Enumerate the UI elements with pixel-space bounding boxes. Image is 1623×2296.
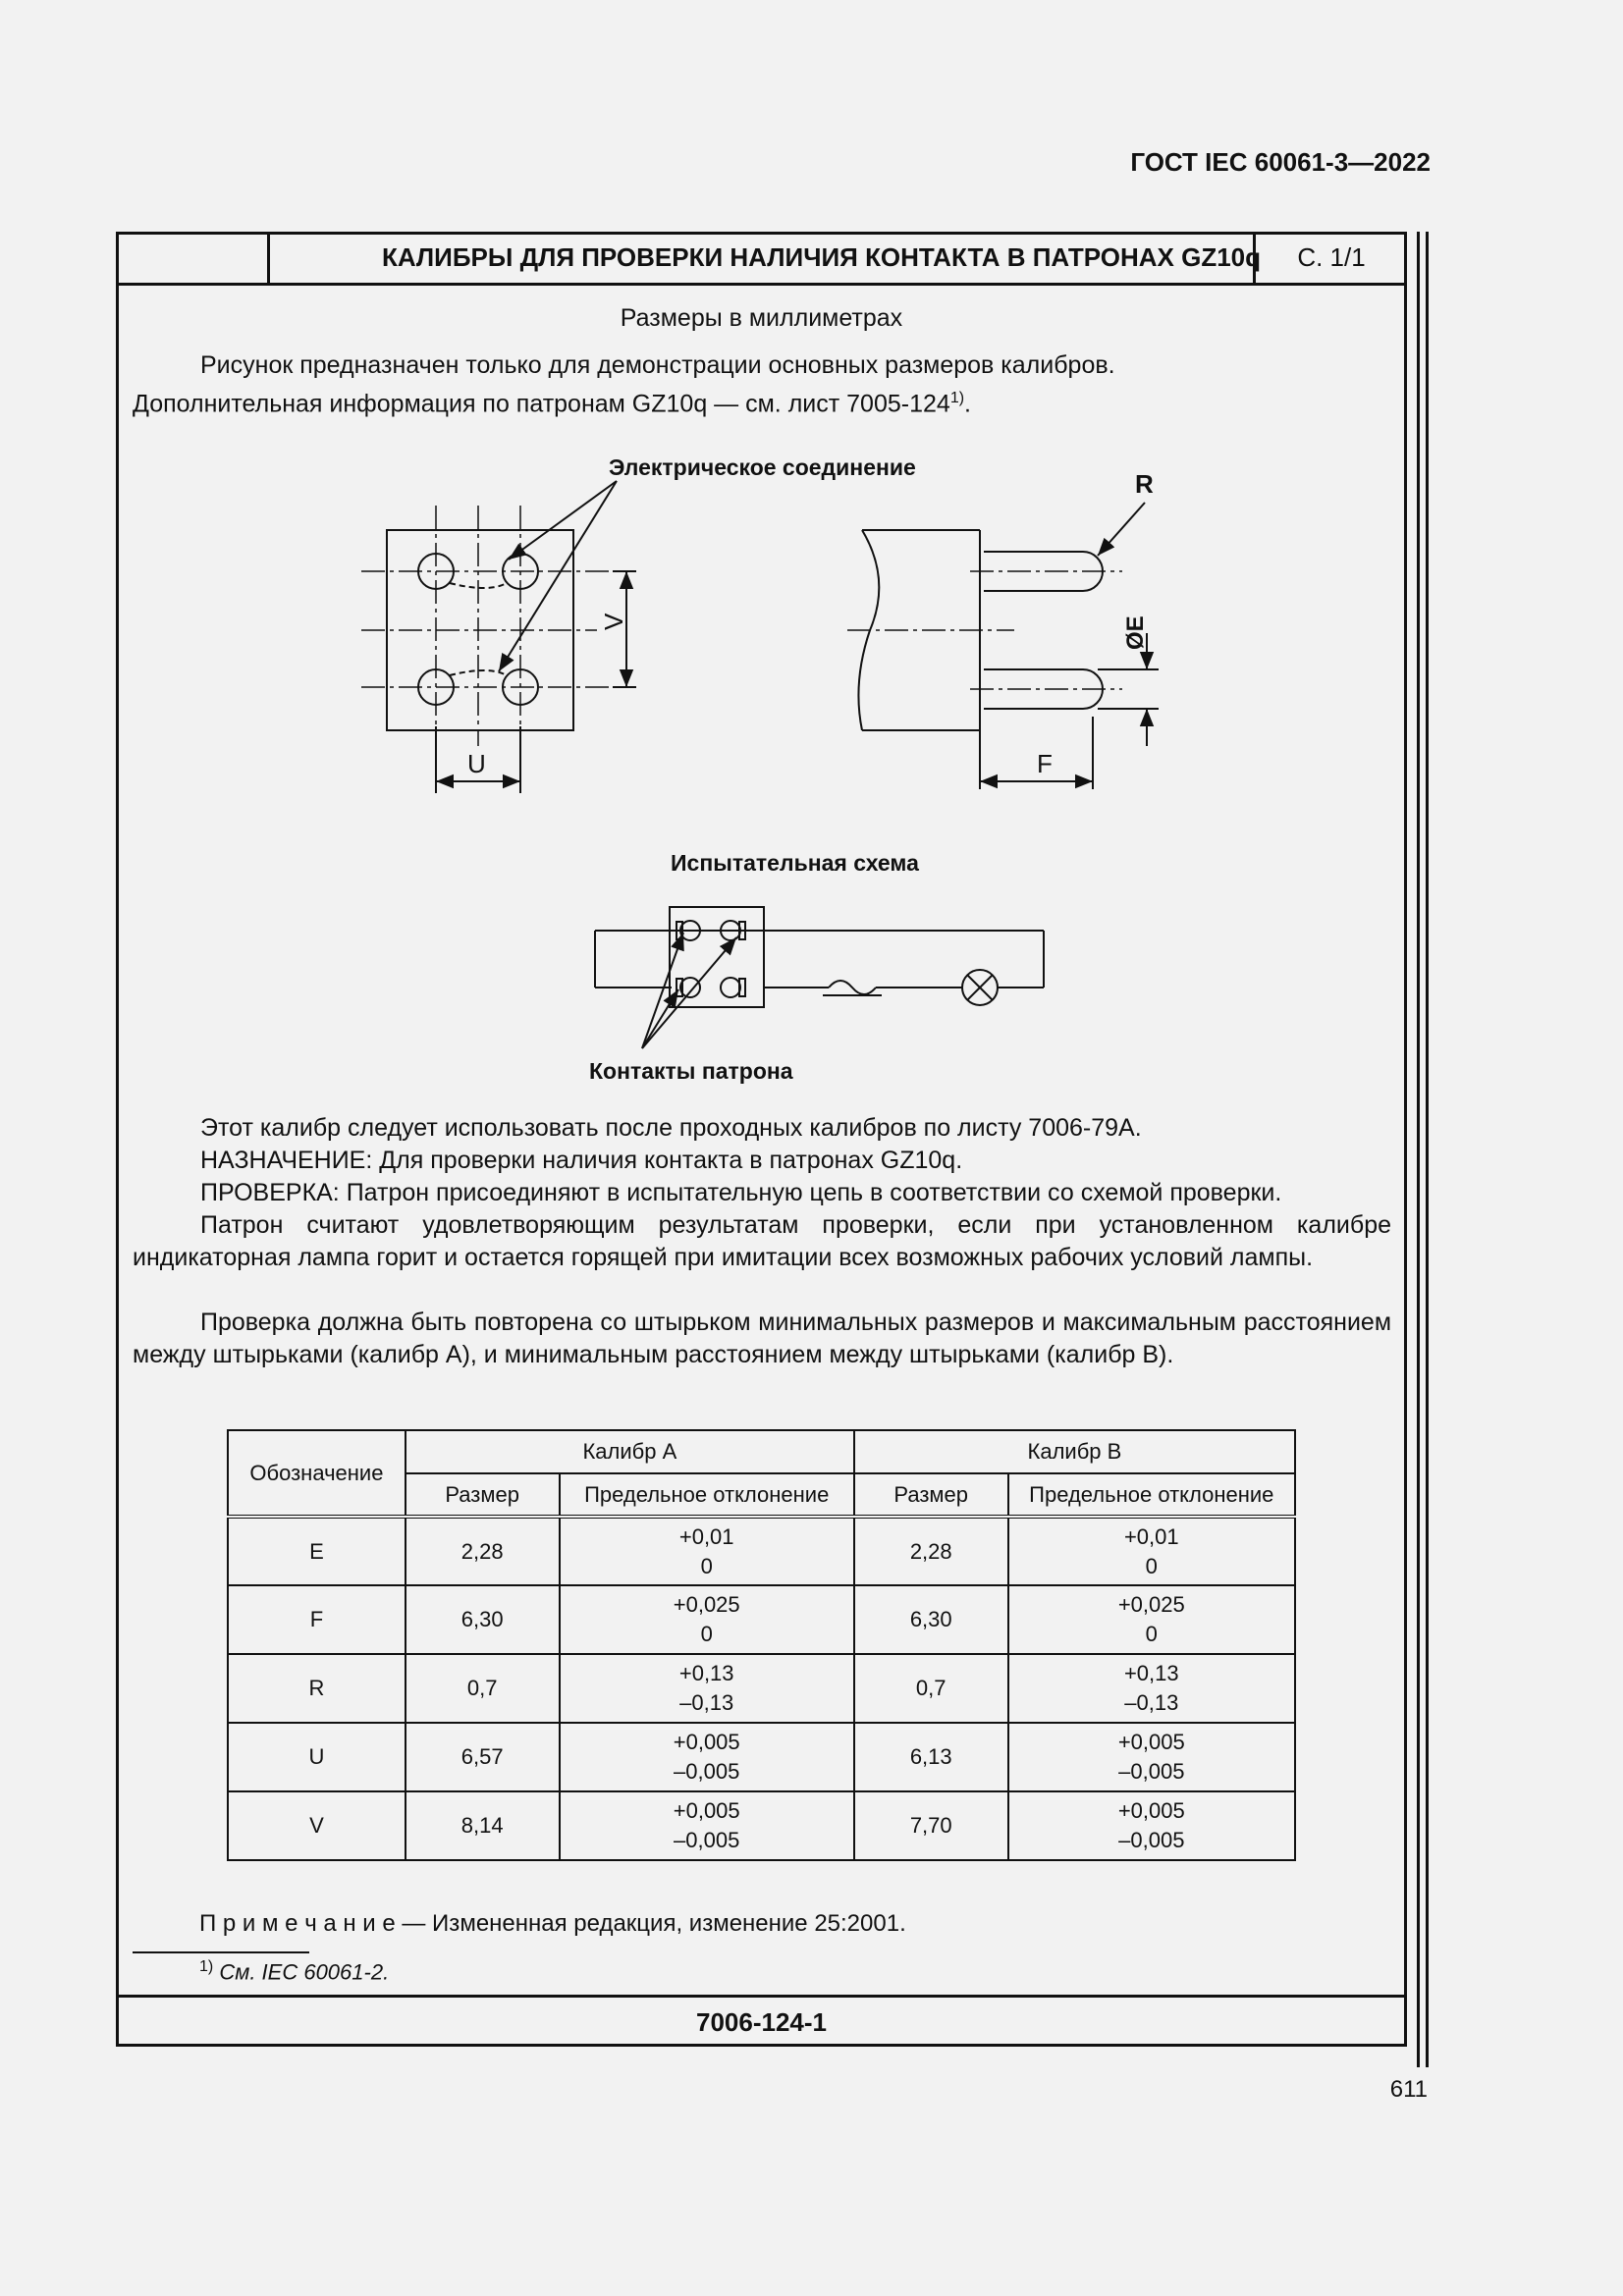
table-row (228, 1791, 1295, 1860)
table-row (228, 1517, 1295, 1585)
tol-upper: +0,01 (678, 1523, 734, 1549)
cell-tolerance-a (560, 1654, 854, 1723)
frame-rule (1417, 232, 1420, 2067)
label-V: V (599, 613, 628, 630)
standard-header: ГОСТ IEC 60061-3—2022 (1130, 147, 1431, 177)
intro-line-2: Дополнительная информация по патронам GZ10q — см. лист 7005-124 (133, 390, 950, 418)
tol-lower: –0,005 (674, 1828, 740, 1852)
cell-tolerance-b (1008, 1654, 1295, 1723)
tol-upper: +0,025 (673, 1592, 740, 1617)
cell-tolerance-a (560, 1791, 854, 1860)
cell-tolerance-b (1008, 1791, 1295, 1860)
label-test-scheme: Испытательная схема (671, 850, 919, 876)
cell-designation: R (228, 1654, 406, 1723)
col-header-designation: Обозначение (228, 1430, 406, 1517)
tol-lower: –0,13 (679, 1690, 734, 1715)
tol-upper: +0,13 (1123, 1661, 1179, 1685)
cell-tolerance-a (560, 1585, 854, 1654)
page-number: 611 (1389, 2076, 1428, 2103)
cell-size-b: 6,30 (854, 1585, 1008, 1654)
col-header-size: Размер (406, 1473, 560, 1517)
tol-lower: 0 (1145, 1553, 1158, 1578)
table-row (228, 1723, 1295, 1791)
cell-tolerance-a (560, 1517, 854, 1585)
cell-size-b: 2,28 (854, 1517, 1008, 1585)
table-row (228, 1654, 1295, 1723)
body-paragraph: Патрон считают удовлетворяющим результатам проверки, если при установленном калибре индикаторная лампа горит и остается горящей при имитации всех возможных рабочих условий лампы. (133, 1211, 1391, 1271)
cell-size-a: 2,28 (406, 1517, 560, 1585)
tol-upper: +0,025 (1117, 1592, 1185, 1617)
cell-size-a: 6,57 (406, 1723, 560, 1791)
col-group-gauge-a: Калибр А (406, 1430, 854, 1473)
tol-upper: +0,13 (678, 1661, 734, 1685)
footnote-mark: 1) (199, 1958, 214, 1975)
label-U: U (467, 749, 486, 778)
cell-designation: V (228, 1791, 406, 1860)
tol-upper: +0,005 (1117, 1798, 1185, 1823)
cell-tolerance-b (1008, 1517, 1295, 1585)
frame-rule (1426, 232, 1429, 2067)
sheet-title: КАЛИБРЫ ДЛЯ ПРОВЕРКИ НАЛИЧИЯ КОНТАКТА В ПАТРОНАХ GZ10q (381, 242, 1262, 272)
label-R: R (1135, 469, 1154, 499)
label-electrical-connection: Электрическое соединение (609, 454, 916, 480)
col-header-size: Размер (854, 1473, 1008, 1517)
title-blank-cell (116, 232, 270, 283)
cell-tolerance-b (1008, 1723, 1295, 1791)
sheet-page: С. 1/1 (1253, 232, 1407, 283)
cell-size-b: 0,7 (854, 1654, 1008, 1723)
tol-lower: –0,005 (674, 1759, 740, 1784)
sheet-title-row (116, 232, 1407, 286)
cell-size-a: 8,14 (406, 1791, 560, 1860)
body-paragraph: Этот калибр следует использовать после проходных калибров по листу 7006-79A. (200, 1114, 1142, 1142)
intro-line-1: Рисунок предназначен только для демонстрации основных размеров калибров. (200, 351, 1115, 379)
gauge-drawing (116, 432, 1407, 1099)
tol-upper: +0,005 (673, 1798, 740, 1823)
tol-lower: 0 (1145, 1622, 1158, 1646)
tol-upper: +0,005 (673, 1730, 740, 1754)
cell-tolerance-a (560, 1723, 854, 1791)
footnote-text: См. IEC 60061-2. (219, 1959, 390, 1985)
col-header-tolerance: Предельное отклонение (1008, 1473, 1295, 1517)
table-row (228, 1585, 1295, 1654)
footnote-mark: 1) (949, 390, 965, 406)
tol-lower: –0,005 (1118, 1759, 1185, 1784)
tol-upper: +0,005 (1117, 1730, 1185, 1754)
tol-lower: 0 (700, 1622, 713, 1646)
col-group-gauge-b: Калибр В (854, 1430, 1295, 1473)
sheet-number: 7006-124-1 (116, 1995, 1407, 2047)
label-E: ØE (1122, 615, 1149, 650)
dimensions-note: Размеры в миллиметрах (620, 304, 903, 332)
tol-lower: –0,13 (1124, 1690, 1179, 1715)
cell-designation: F (228, 1585, 406, 1654)
footnote-divider (133, 1951, 309, 1953)
tol-upper: +0,01 (1123, 1523, 1179, 1549)
intro-end: . (964, 390, 971, 418)
cell-designation: U (228, 1723, 406, 1791)
body-paragraph: ПРОВЕРКА: Патрон присоединяют в испытательную цепь в соответствии со схемой проверки. (200, 1179, 1282, 1206)
label-holder-contacts: Контакты патрона (589, 1058, 793, 1084)
body-paragraph: НАЗНАЧЕНИЕ: Для проверки наличия контакта в патронах GZ10q. (200, 1147, 963, 1174)
label-F: F (1037, 749, 1053, 778)
cell-size-b: 6,13 (854, 1723, 1008, 1791)
note: П р и м е ч а н и е — Измененная редакция, изменение 25:2001. (199, 1910, 906, 1937)
cell-size-a: 0,7 (406, 1654, 560, 1723)
cell-designation: E (228, 1517, 406, 1585)
tol-lower: –0,005 (1118, 1828, 1185, 1852)
cell-size-a: 6,30 (406, 1585, 560, 1654)
body-paragraph: Проверка должна быть повторена со штырьком минимальных размеров и максимальным расстоянием между штырьками (калибр А), и минимальным расстоянием между штырьками (калибр В). (133, 1308, 1391, 1368)
cell-size-b: 7,70 (854, 1791, 1008, 1860)
intro-paragraph (133, 349, 1391, 420)
gauge-dimensions-table (227, 1429, 1296, 1861)
tol-lower: 0 (700, 1553, 713, 1578)
cell-tolerance-b (1008, 1585, 1295, 1654)
col-header-tolerance: Предельное отклонение (560, 1473, 854, 1517)
footnote (199, 1958, 389, 1985)
